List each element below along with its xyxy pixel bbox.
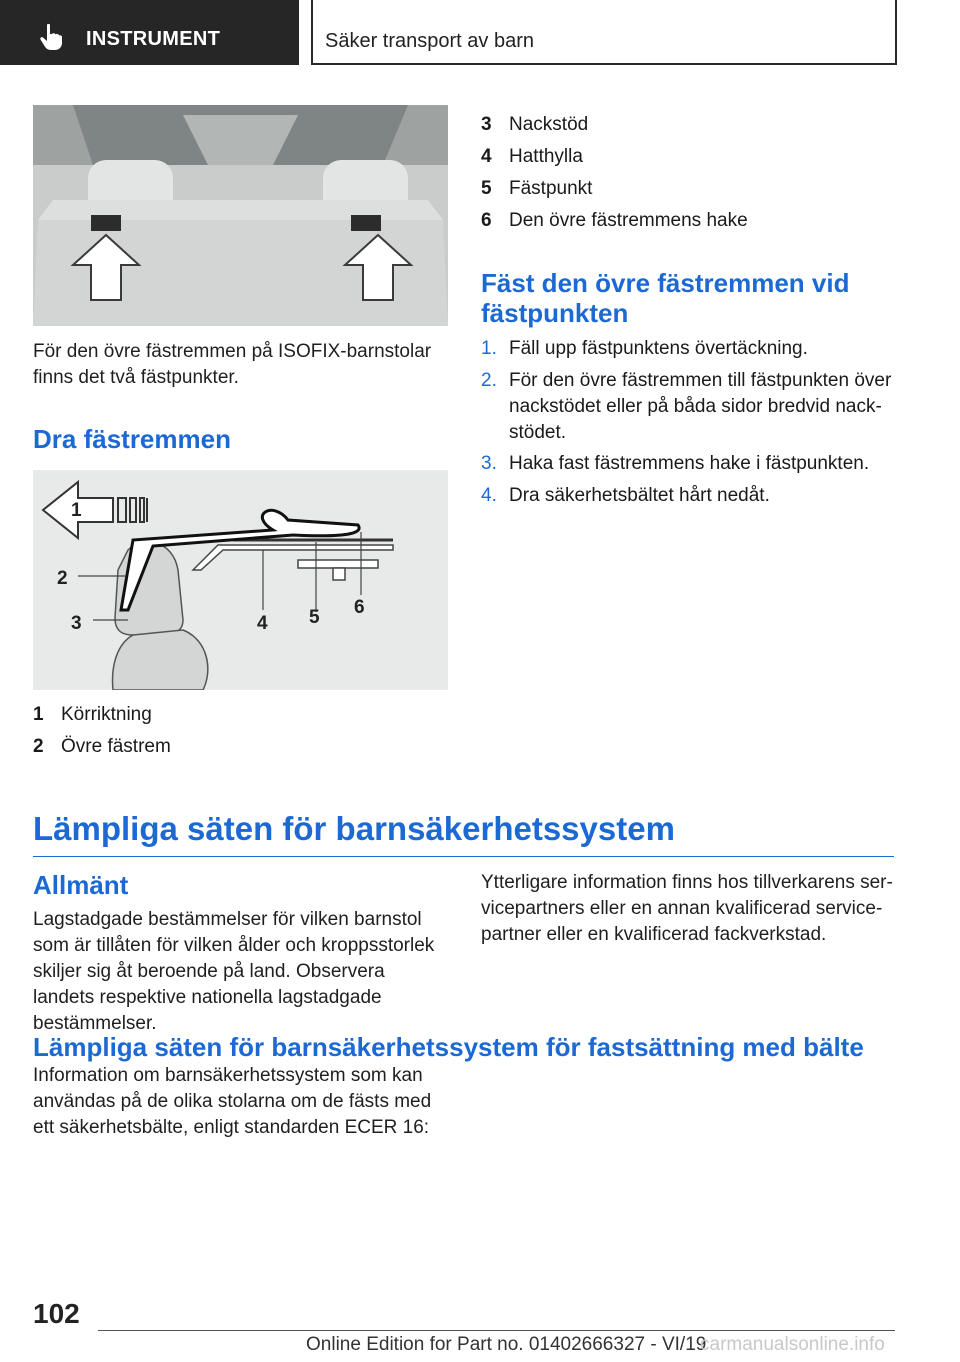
legend-number: 4 bbox=[481, 146, 492, 167]
heading-attach-line1: Fäst den övre fästremmen vid bbox=[481, 268, 850, 298]
step-number: 4. bbox=[481, 485, 497, 506]
legend-number: 5 bbox=[481, 178, 492, 199]
callout-6: 6 bbox=[354, 597, 365, 618]
general-text: Lagstadgade bestämmelser för vilken barnstol som är tillåten för vilken ålder och kroppsstorlek skiljer sig åt beroende på land. Observera landets respektive nationella lagstadgade bestämmelser. bbox=[33, 909, 435, 1034]
legend-number: 1 bbox=[33, 704, 44, 725]
header-section-tab bbox=[0, 0, 299, 65]
trunk-illustration bbox=[33, 105, 448, 326]
legend-number: 3 bbox=[481, 114, 492, 135]
footer-edition: Online Edition for Part no. 01402666327 - VI/19 bbox=[306, 1334, 707, 1355]
callout-4: 4 bbox=[257, 613, 268, 634]
step-number: 3. bbox=[481, 453, 497, 474]
legend-text: Den övre fästremmens hake bbox=[509, 210, 748, 231]
section-rule bbox=[33, 856, 894, 857]
callout-3: 3 bbox=[71, 613, 82, 634]
heading-general: Allmänt bbox=[33, 870, 129, 900]
tether-routing-diagram bbox=[33, 470, 448, 690]
heading-belt: Lämpliga säten för barnsäkerhetssystem för fastsättning med bälte bbox=[33, 1032, 864, 1062]
page-number: 102 bbox=[33, 1298, 80, 1329]
legend-text: Övre fästrem bbox=[61, 736, 171, 757]
heading-attach bbox=[481, 268, 849, 328]
step-text: Fäll upp fästpunktens övertäckning. bbox=[509, 338, 808, 359]
tether-diagram-svg bbox=[33, 470, 448, 690]
step-text: För den övre fästremmen till fästpunkten över nackstödet eller på båda sidor bredvid nackstödet. bbox=[509, 370, 892, 443]
step-number: 1. bbox=[481, 338, 497, 359]
legend-text: Nackstöd bbox=[509, 114, 589, 135]
step-text: Haka fast fästremmens hake i fästpunkten. bbox=[509, 453, 870, 474]
heading-routing: Dra fästremmen bbox=[33, 424, 231, 454]
section-title: Lämpliga säten för barnsäkerhetssystem bbox=[33, 810, 675, 847]
legend-number: 2 bbox=[33, 736, 44, 757]
step-text: Dra säkerhetsbältet hårt nedåt. bbox=[509, 485, 770, 506]
step-number: 2. bbox=[481, 370, 497, 391]
legend-text: Fästpunkt bbox=[509, 178, 593, 199]
heading-attach-line2: fästpunkten bbox=[481, 298, 629, 328]
callout-5: 5 bbox=[309, 607, 320, 628]
watermark: carmanualsonline.info bbox=[700, 1334, 885, 1355]
hand-pointer-icon bbox=[36, 22, 66, 52]
belt-text: Information om barnsäkerhetssystem som kan användas på de olika stolarna om de fästs med ett säkerhetsbälte, enligt standarden ECER 16: bbox=[33, 1065, 432, 1138]
photo-caption: För den övre fästremmen på ISOFIX-barnstolar finns det två fästpunkter. bbox=[33, 341, 432, 388]
legend-text: Körriktning bbox=[61, 704, 152, 725]
section-label: INSTRUMENT bbox=[86, 28, 221, 50]
legend-number: 6 bbox=[481, 210, 492, 231]
trunk-anchor-photo bbox=[33, 105, 448, 326]
footer-rule bbox=[98, 1330, 895, 1331]
chapter-title: Säker transport av barn bbox=[325, 30, 534, 52]
callout-1: 1 bbox=[71, 500, 82, 521]
header-chapter-box bbox=[311, 0, 897, 65]
legend-text: Hatthylla bbox=[509, 146, 583, 167]
callout-2: 2 bbox=[57, 568, 68, 589]
more-info-text: Ytterligare information finns hos tillverkarens servicepartners eller en annan kvalificerad servicepartner eller en kvalificerad fackverkstad. bbox=[481, 872, 893, 945]
